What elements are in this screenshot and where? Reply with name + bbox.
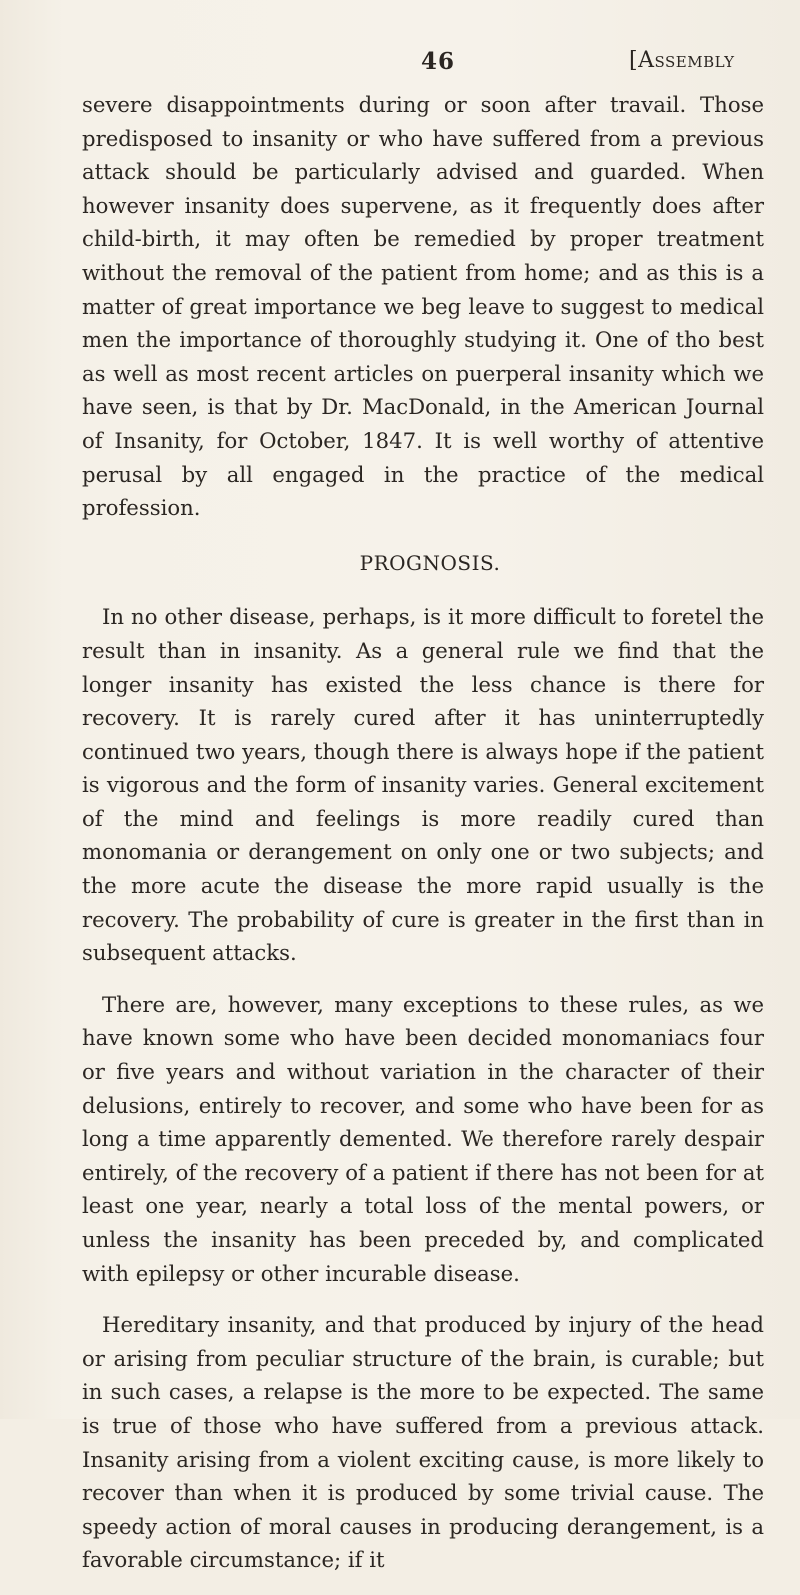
paragraph-prognosis-intro: In no other disease, perhaps, is it more difficult to foretel the result than in insanity. As a general rule we find that the longer insanity has existed the less chance is there for recovery. It is rarely cured after it has uninterruptedly continued two years, though there is always hope if the patient is vigorous and the form of insanity varies. General excitement of the mind and feelings is more readily cured than monomania or derangement on only one or two subjects; and the more acute the disease the more rapid usually is the recovery. The probability of cure is greater in the first than in subsequent attacks. — [82, 604, 764, 966]
page-body — [82, 88, 764, 1595]
paragraph-exceptions: There are, however, many exceptions to these rules, as we have known some who have been decided monomaniacs four or five years and without variation in the character of their delusions, entirely to recover, and some who have been for as long a time apparently demented. We therefore rarely despair entirely, of the recovery of a patient if there has not been for at least one year, nearly a total loss of the mental powers, or unless the insanity has been preceded by, and complicated with epilepsy or other incurable disease. — [82, 991, 764, 1286]
page-number: 46 — [421, 48, 456, 75]
page-header — [0, 44, 800, 84]
paragraph-hereditary: Hereditary insanity, and that produced by injury of the head or arising from peculiar structure of the brain, is curable; but in such cases, a relapse is the more to be expected. The same is true of those who have suffered from a previous attack. Insanity arising from a violent exciting cause, is more likely to recover than when it is produced by some trivial cause. The speedy action of moral causes in producing derangement, is a favorable circumstance; if it — [82, 1312, 764, 1573]
section-heading: PROGNOSIS. — [359, 550, 501, 575]
paragraph-continuation: severe disappointments during or soon after travail. Those predisposed to insanity or who have suffered from a previous attack should be particularly advised and guarded. When however insanity does supervene, as it frequently does after child-birth, it may often be remedied by proper treatment without the removal of the patient from home; and as this is a matter of great importance we beg leave to suggest to medical men the importance of thoroughly studying it. One of tho best as well as most recent articles on puerperal insanity which we have seen, is that by Dr. MacDonald, in the American Journal of Insanity, for October, 1847. It is well worthy of attentive perusal by all engaged in the practice of the medical profession. — [82, 92, 764, 521]
running-head: [Assembly — [629, 48, 735, 73]
